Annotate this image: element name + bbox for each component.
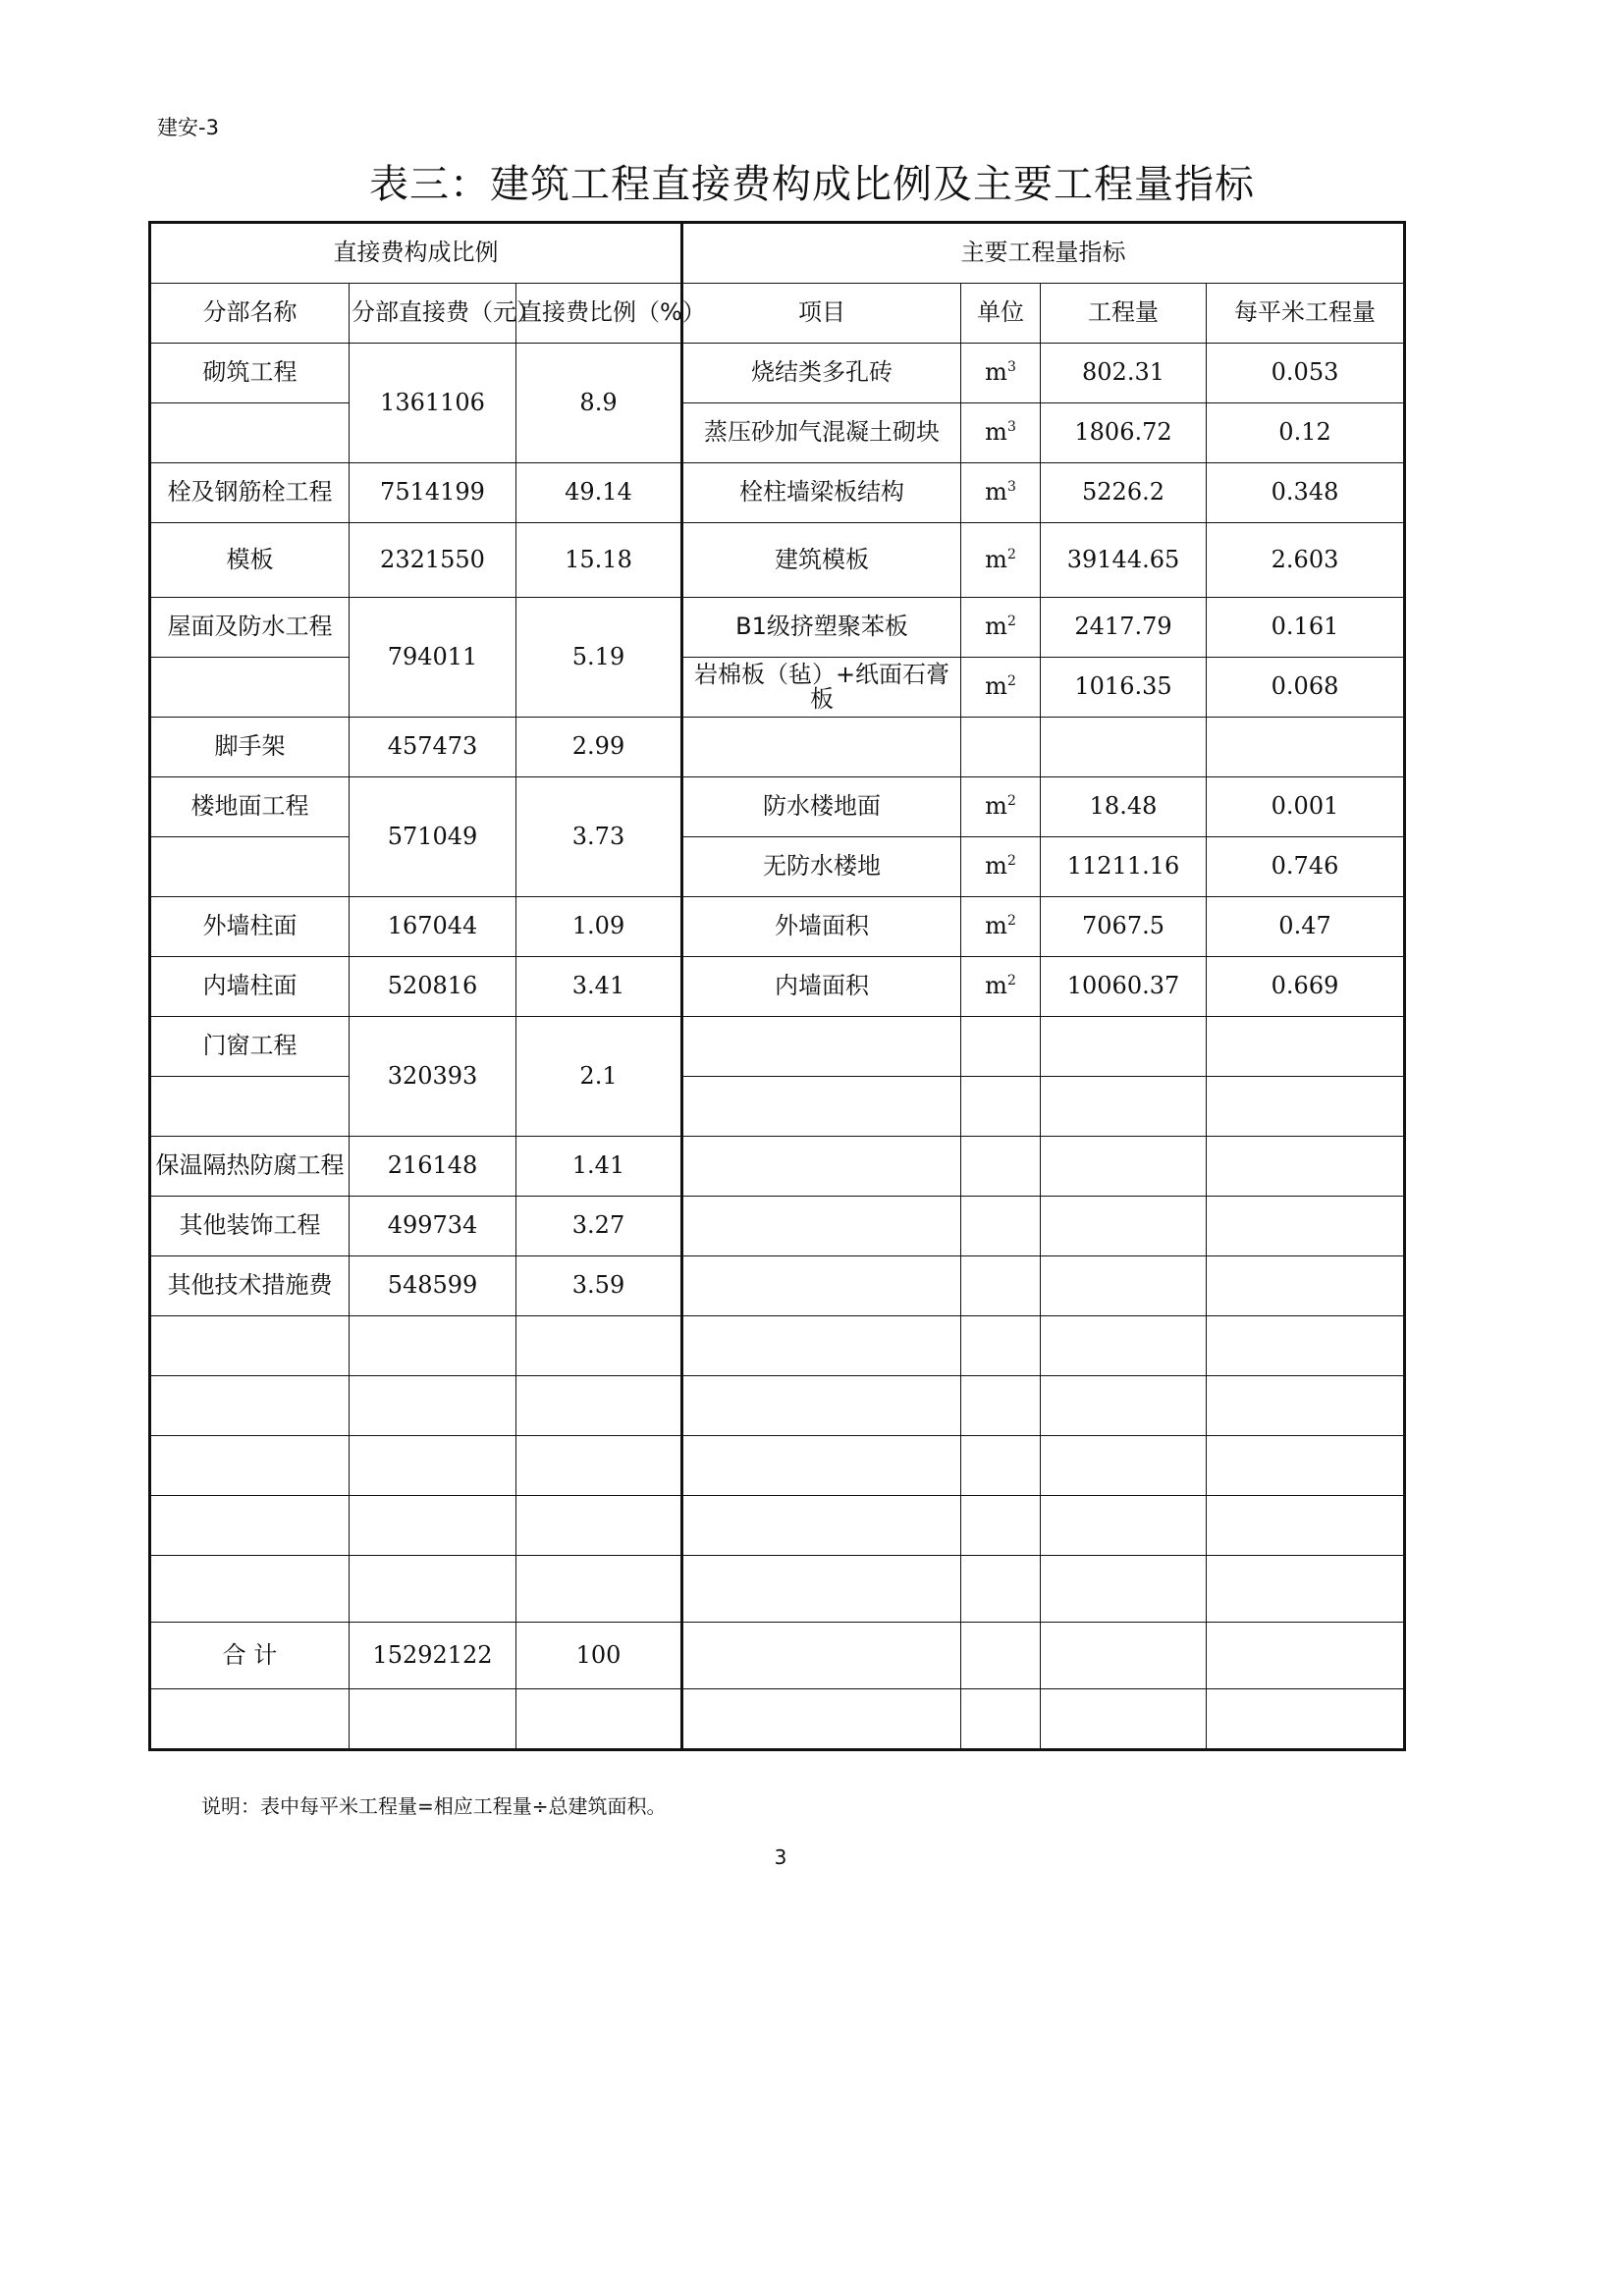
item-name: 内墙面积: [682, 957, 961, 1017]
item-unit: $m^2$: [961, 658, 1041, 718]
part-cost: 548599: [350, 1256, 516, 1316]
item-per-sqm: 0.47: [1207, 897, 1405, 957]
table-note: 说明：表中每平米工程量=相应工程量÷总建筑面积。: [201, 1794, 667, 1818]
item-name: 栓柱墙梁板结构: [682, 463, 961, 523]
part-name: 屋面及防水工程: [150, 598, 350, 658]
item-qty: [1041, 1256, 1207, 1316]
item-unit: $m^2$: [961, 897, 1041, 957]
item-unit: [961, 1077, 1041, 1137]
item-per-sqm: [1207, 1017, 1405, 1077]
table-row: [150, 523, 1405, 598]
col-header-per: 每平米工程量: [1207, 284, 1405, 344]
part-name: 其他装饰工程: [150, 1197, 350, 1256]
item-name: [682, 1017, 961, 1077]
item-unit: $m^2$: [961, 598, 1041, 658]
table-row: [150, 344, 1405, 403]
item-name: 无防水楼地: [682, 837, 961, 897]
item-per-sqm: [1207, 1077, 1405, 1137]
item-unit: $m^2$: [961, 957, 1041, 1017]
part-cost: 571049: [350, 777, 516, 897]
part-name: 栓及钢筋栓工程: [150, 463, 350, 523]
item-name: [682, 718, 961, 777]
col-header-cost: 分部直接费（元）: [350, 284, 516, 344]
part-ratio: 3.41: [516, 957, 682, 1017]
part-cost: 520816: [350, 957, 516, 1017]
total-cost: 15292122: [350, 1623, 516, 1689]
part-name: 模板: [150, 523, 350, 598]
table-row: [150, 897, 1405, 957]
part-ratio: 2.99: [516, 718, 682, 777]
item-unit: $m^3$: [961, 463, 1041, 523]
item-unit: [961, 718, 1041, 777]
part-name: 楼地面工程: [150, 777, 350, 837]
part-cost: 457473: [350, 718, 516, 777]
item-name: [682, 1077, 961, 1137]
item-per-sqm: 0.068: [1207, 658, 1405, 718]
item-unit: [961, 1137, 1041, 1197]
part-name: 外墙柱面: [150, 897, 350, 957]
part-name: 门窗工程: [150, 1017, 350, 1077]
part-cost: 794011: [350, 598, 516, 718]
part-cost: 167044: [350, 897, 516, 957]
part-name: [150, 403, 350, 463]
item-qty: 1806.72: [1041, 403, 1207, 463]
table-row: [150, 718, 1405, 777]
part-ratio: 15.18: [516, 523, 682, 598]
col-header-unit: 单位: [961, 284, 1041, 344]
item-unit: [961, 1256, 1041, 1316]
item-per-sqm: [1207, 718, 1405, 777]
part-cost: 1361106: [350, 344, 516, 463]
table-row: [150, 777, 1405, 837]
section-right-header: 主要工程量指标: [682, 223, 1405, 284]
table-row: [150, 598, 1405, 658]
table-row: [150, 1496, 1405, 1556]
part-name: 其他技术措施费: [150, 1256, 350, 1316]
item-unit: [961, 1017, 1041, 1077]
part-cost: 499734: [350, 1197, 516, 1256]
item-name: 烧结类多孔砖: [682, 344, 961, 403]
item-name: [682, 1137, 961, 1197]
table-row: [150, 1689, 1405, 1750]
table-row: [150, 1376, 1405, 1436]
item-unit: $m^3$: [961, 344, 1041, 403]
item-qty: 11211.16: [1041, 837, 1207, 897]
total-row: [150, 1623, 1405, 1689]
item-per-sqm: [1207, 1256, 1405, 1316]
table-row: [150, 403, 1405, 463]
item-per-sqm: [1207, 1197, 1405, 1256]
item-per-sqm: 0.001: [1207, 777, 1405, 837]
page-title: 表三：建筑工程直接费构成比例及主要工程量指标: [369, 162, 1255, 207]
page-number: 3: [774, 1845, 787, 1869]
section-left-header: 直接费构成比例: [150, 223, 682, 284]
part-ratio: 1.41: [516, 1137, 682, 1197]
column-header-row: [150, 284, 1405, 344]
item-per-sqm: [1207, 1137, 1405, 1197]
part-name: [150, 837, 350, 897]
table-row: [150, 1316, 1405, 1376]
table-row: [150, 658, 1405, 718]
table-row: [150, 1197, 1405, 1256]
total-label: 合 计: [150, 1623, 350, 1689]
item-qty: [1041, 718, 1207, 777]
col-header-part: 分部名称: [150, 284, 350, 344]
table-row: [150, 1256, 1405, 1316]
section-header-row: [150, 223, 1405, 284]
table-row: [150, 957, 1405, 1017]
part-ratio: 3.59: [516, 1256, 682, 1316]
table-row: [150, 463, 1405, 523]
item-qty: 802.31: [1041, 344, 1207, 403]
table-row: [150, 1137, 1405, 1197]
item-unit: $m^3$: [961, 403, 1041, 463]
part-ratio: 2.1: [516, 1017, 682, 1137]
col-header-ratio: 直接费比例（%）: [516, 284, 682, 344]
item-unit: $m^2$: [961, 523, 1041, 598]
part-name: [150, 658, 350, 718]
item-name: 蒸压砂加气混凝土砌块: [682, 403, 961, 463]
part-name: 砌筑工程: [150, 344, 350, 403]
item-unit: $m^2$: [961, 777, 1041, 837]
document-code: 建安-3: [157, 116, 219, 139]
col-header-qty: 工程量: [1041, 284, 1207, 344]
cost-ratio-table: [148, 221, 1406, 1751]
item-per-sqm: 0.053: [1207, 344, 1405, 403]
item-per-sqm: 0.161: [1207, 598, 1405, 658]
item-qty: 7067.5: [1041, 897, 1207, 957]
part-cost: 2321550: [350, 523, 516, 598]
item-qty: [1041, 1197, 1207, 1256]
total-ratio: 100: [516, 1623, 682, 1689]
part-cost: 320393: [350, 1017, 516, 1137]
table-row: [150, 1556, 1405, 1623]
table-row: [150, 837, 1405, 897]
item-qty: 5226.2: [1041, 463, 1207, 523]
item-per-sqm: 0.746: [1207, 837, 1405, 897]
part-name: 内墙柱面: [150, 957, 350, 1017]
part-ratio: 1.09: [516, 897, 682, 957]
item-name: 防水楼地面: [682, 777, 961, 837]
item-name: [682, 1197, 961, 1256]
part-ratio: 3.73: [516, 777, 682, 897]
item-qty: 1016.35: [1041, 658, 1207, 718]
item-unit: $m^2$: [961, 837, 1041, 897]
table-row: [150, 1436, 1405, 1496]
item-unit: [961, 1197, 1041, 1256]
item-qty: [1041, 1077, 1207, 1137]
part-cost: 216148: [350, 1137, 516, 1197]
item-name: 岩棉板（毡）+纸面石膏板: [682, 658, 961, 718]
item-per-sqm: 0.12: [1207, 403, 1405, 463]
part-name: 脚手架: [150, 718, 350, 777]
item-name: 外墙面积: [682, 897, 961, 957]
item-per-sqm: 0.348: [1207, 463, 1405, 523]
item-per-sqm: 2.603: [1207, 523, 1405, 598]
part-ratio: 49.14: [516, 463, 682, 523]
part-cost: 7514199: [350, 463, 516, 523]
part-ratio: 3.27: [516, 1197, 682, 1256]
table-row: [150, 1077, 1405, 1137]
part-name: [150, 1077, 350, 1137]
part-ratio: 8.9: [516, 344, 682, 463]
item-per-sqm: 0.669: [1207, 957, 1405, 1017]
item-name: 建筑模板: [682, 523, 961, 598]
part-ratio: 5.19: [516, 598, 682, 718]
part-name: 保温隔热防腐工程: [150, 1137, 350, 1197]
col-header-item: 项目: [682, 284, 961, 344]
table-row: [150, 1017, 1405, 1077]
item-qty: 39144.65: [1041, 523, 1207, 598]
item-name: B1级挤塑聚苯板: [682, 598, 961, 658]
item-qty: 18.48: [1041, 777, 1207, 837]
item-qty: [1041, 1017, 1207, 1077]
item-qty: 2417.79: [1041, 598, 1207, 658]
item-name: [682, 1256, 961, 1316]
item-qty: [1041, 1137, 1207, 1197]
item-qty: 10060.37: [1041, 957, 1207, 1017]
